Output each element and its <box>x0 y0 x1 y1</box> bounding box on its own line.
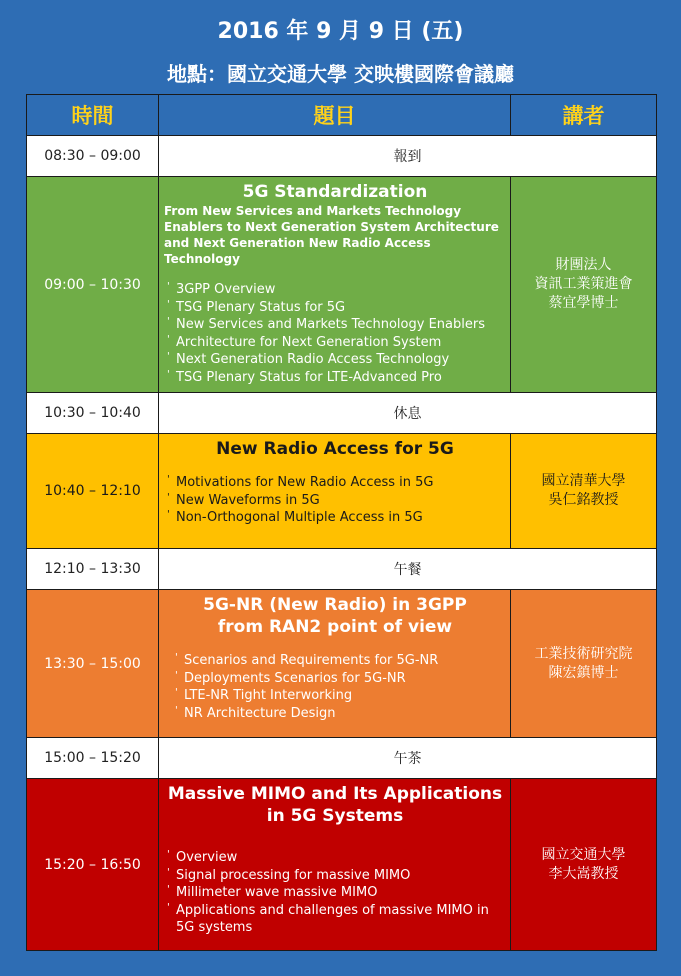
list-item: ' New Services and Markets Technology Enablers <box>164 316 506 334</box>
table-row-session-2 <box>27 434 657 549</box>
list-item: ' NR Architecture Design <box>172 705 506 723</box>
table-row-session-3 <box>27 590 657 738</box>
list-item: ' 3GPP Overview <box>164 281 506 299</box>
list-item: ' Scenarios and Requirements for 5G-NR <box>172 652 506 670</box>
header-row <box>27 95 657 136</box>
time-cell: 13:30 – 15:00 <box>27 590 159 738</box>
break-label: 午茶 <box>159 738 657 779</box>
column-header-topic: 題目 <box>159 95 511 136</box>
session-subtitle: From New Services and Markets Technology Enablers to Next Generation System Architecture and Next Generation New Radio Access Technology <box>164 204 499 266</box>
time-cell: 12:10 – 13:30 <box>27 549 159 590</box>
schedule-table <box>26 94 657 951</box>
speaker-cell <box>511 779 657 951</box>
speaker-cell <box>511 177 657 393</box>
speaker-cell <box>511 434 657 549</box>
time-cell: 10:40 – 12:10 <box>27 434 159 549</box>
speaker-cell <box>511 590 657 738</box>
list-item: ' TSG Plenary Status for LTE-Advanced Pro <box>164 369 506 387</box>
table-row-session-1 <box>27 177 657 393</box>
event-venue: 地點：國立交通大學 交映樓國際會議廳 <box>167 62 514 86</box>
session-item-list <box>164 281 506 386</box>
topic-cell <box>159 779 511 951</box>
topic-cell <box>159 177 511 393</box>
session-item-list <box>172 652 506 722</box>
time-cell: 15:00 – 15:20 <box>27 738 159 779</box>
time-cell: 08:30 – 09:00 <box>27 136 159 177</box>
column-header-time: 時間 <box>27 95 159 136</box>
list-item: ' Next Generation Radio Access Technology <box>164 351 506 369</box>
list-item: ' Applications and challenges of massive MIMO in 5G systems <box>164 902 506 937</box>
session-title: New Radio Access for 5G <box>216 439 454 459</box>
time-cell: 10:30 – 10:40 <box>27 393 159 434</box>
list-item: ' Millimeter wave massive MIMO <box>164 884 506 902</box>
speaker-line: 吳仁銘教授 <box>548 492 619 508</box>
session-title: Massive MIMO and Its Applications in 5G Systems <box>167 784 503 826</box>
list-item: ' Motivations for New Radio Access in 5G <box>164 474 506 492</box>
table-row-lunch <box>27 549 657 590</box>
speaker-line: 財團法人 <box>555 257 612 273</box>
table-row-tea <box>27 738 657 779</box>
time-cell: 15:20 – 16:50 <box>27 779 159 951</box>
time-cell: 09:00 – 10:30 <box>27 177 159 393</box>
list-item: ' Signal processing for massive MIMO <box>164 867 506 885</box>
list-item: ' LTE-NR Tight Interworking <box>172 687 506 705</box>
event-date: 2016 年 9 月 9 日 (五) <box>217 19 464 44</box>
session-item-list <box>164 474 506 527</box>
break-label: 休息 <box>159 393 657 434</box>
session-title: 5G Standardization <box>242 182 428 202</box>
speaker-line: 國立交通大學 <box>541 846 626 863</box>
speaker-line: 工業技術研究院 <box>534 645 633 662</box>
speaker-line: 國立清華大學 <box>541 473 626 489</box>
list-item: ' Architecture for Next Generation System <box>164 334 506 352</box>
table-row-registration <box>27 136 657 177</box>
speaker-line: 資訊工業策進會 <box>534 276 633 292</box>
table-row-break <box>27 393 657 434</box>
break-label: 報到 <box>159 136 657 177</box>
column-header-speaker: 講者 <box>511 95 657 136</box>
speaker-line: 李大嵩教授 <box>548 865 619 882</box>
break-label: 午餐 <box>159 549 657 590</box>
list-item: ' Non-Orthogonal Multiple Access in 5G <box>164 509 506 527</box>
list-item: ' Overview <box>164 849 506 867</box>
topic-cell <box>159 590 511 738</box>
table-row-session-4 <box>27 779 657 951</box>
list-item: ' TSG Plenary Status for 5G <box>164 299 506 317</box>
session-title: 5G-NR (New Radio) in 3GPP from RAN2 point of view <box>203 595 467 637</box>
topic-cell <box>159 434 511 549</box>
session-item-list <box>164 849 506 937</box>
list-item: ' New Waveforms in 5G <box>164 492 506 510</box>
speaker-line: 蔡宜學博士 <box>548 295 619 311</box>
list-item: ' Deployments Scenarios for 5G-NR <box>172 670 506 688</box>
speaker-line: 陳宏鎮博士 <box>548 664 619 681</box>
